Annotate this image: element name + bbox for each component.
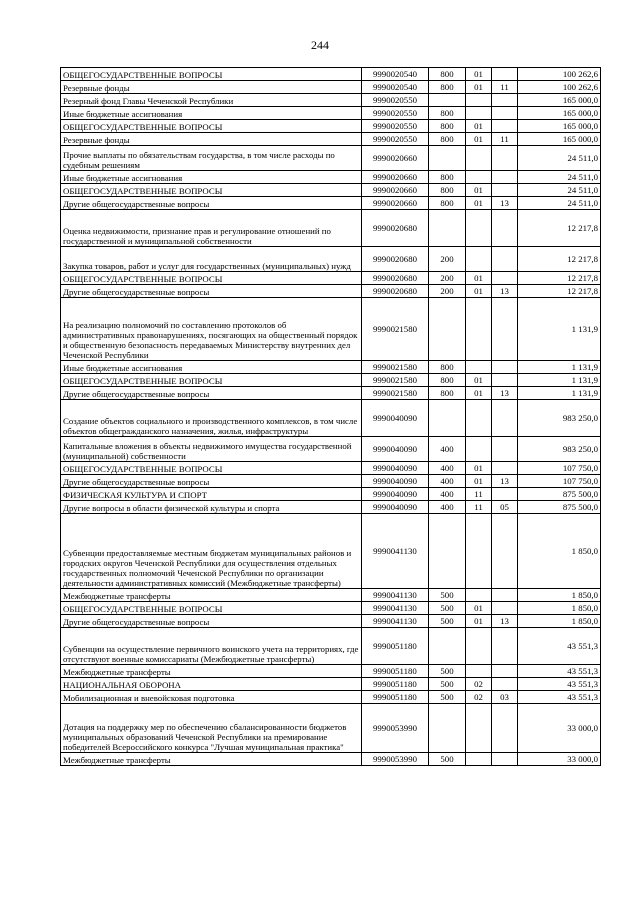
table-row	[61, 387, 601, 400]
cell-pr: 13	[492, 285, 518, 298]
cell-sum: 43 551,3	[518, 665, 601, 678]
table-row	[61, 514, 601, 589]
cell-sum: 24 511,0	[518, 184, 601, 197]
table-row	[61, 589, 601, 602]
cell-rz: 01	[466, 475, 492, 488]
cell-csr: 9990020540	[362, 81, 429, 94]
cell-pr	[492, 488, 518, 501]
cell-rz	[466, 628, 492, 665]
cell-vr: 800	[429, 68, 466, 81]
cell-csr: 9990020540	[362, 68, 429, 81]
cell-rz: 01	[466, 197, 492, 210]
table-row	[61, 475, 601, 488]
cell-vr: 800	[429, 120, 466, 133]
table-row	[61, 691, 601, 704]
cell-vr: 800	[429, 81, 466, 94]
cell-sum: 1 131,9	[518, 387, 601, 400]
cell-csr: 9990051180	[362, 691, 429, 704]
cell-name: ФИЗИЧЕСКАЯ КУЛЬТУРА И СПОРТ	[61, 488, 362, 501]
cell-rz	[466, 400, 492, 437]
cell-pr	[492, 146, 518, 171]
cell-sum: 100 262,6	[518, 81, 601, 94]
cell-pr	[492, 247, 518, 272]
table-row	[61, 272, 601, 285]
cell-vr	[429, 210, 466, 247]
cell-rz: 11	[466, 501, 492, 514]
cell-csr: 9990020550	[362, 120, 429, 133]
cell-name: Другие общегосударственные вопросы	[61, 615, 362, 628]
cell-rz	[466, 107, 492, 120]
cell-sum: 12 217,8	[518, 285, 601, 298]
cell-csr: 9990021580	[362, 387, 429, 400]
cell-vr: 400	[429, 488, 466, 501]
table-row	[61, 247, 601, 272]
cell-rz: 01	[466, 133, 492, 146]
cell-sum: 43 551,3	[518, 628, 601, 665]
cell-name: Другие общегосударственные вопросы	[61, 387, 362, 400]
cell-vr	[429, 94, 466, 107]
page-number: 244	[311, 38, 329, 52]
table-row	[61, 298, 601, 361]
table-row	[61, 120, 601, 133]
cell-csr: 9990020550	[362, 133, 429, 146]
cell-sum: 165 000,0	[518, 133, 601, 146]
cell-vr: 800	[429, 133, 466, 146]
table-row	[61, 628, 601, 665]
cell-sum: 983 250,0	[518, 437, 601, 462]
cell-rz	[466, 171, 492, 184]
cell-csr: 9990040090	[362, 488, 429, 501]
table-row	[61, 171, 601, 184]
cell-csr: 9990041130	[362, 615, 429, 628]
cell-csr: 9990040090	[362, 400, 429, 437]
table-row	[61, 753, 601, 766]
cell-rz: 01	[466, 285, 492, 298]
cell-sum: 165 000,0	[518, 94, 601, 107]
cell-rz	[466, 94, 492, 107]
table-row	[61, 361, 601, 374]
table-row	[61, 94, 601, 107]
table-row	[61, 437, 601, 462]
cell-sum: 43 551,3	[518, 678, 601, 691]
cell-sum: 24 511,0	[518, 171, 601, 184]
cell-pr	[492, 272, 518, 285]
cell-csr: 9990041130	[362, 514, 429, 589]
cell-vr: 800	[429, 361, 466, 374]
cell-sum: 875 500,0	[518, 488, 601, 501]
cell-sum: 165 000,0	[518, 107, 601, 120]
cell-pr	[492, 462, 518, 475]
cell-pr: 13	[492, 387, 518, 400]
table-row	[61, 374, 601, 387]
cell-rz: 01	[466, 68, 492, 81]
table-row	[61, 146, 601, 171]
cell-name: НАЦИОНАЛЬНАЯ ОБОРОНА	[61, 678, 362, 691]
cell-vr: 500	[429, 602, 466, 615]
cell-pr	[492, 628, 518, 665]
cell-vr: 400	[429, 437, 466, 462]
cell-pr: 03	[492, 691, 518, 704]
cell-rz	[466, 589, 492, 602]
cell-name: Субвенции предоставляемые местным бюджетам муниципальных районов и городских округов Чеченской Республики для осуществления отдельных государственных полномочий Чеченской Республики по организации деятельности административных комиссий (Межбюджетные трансферты)	[61, 514, 362, 589]
cell-vr: 400	[429, 475, 466, 488]
cell-name: Другие общегосударственные вопросы	[61, 285, 362, 298]
cell-vr: 200	[429, 247, 466, 272]
cell-vr: 800	[429, 107, 466, 120]
cell-name: Субвенции на осуществление первичного воинского учета на территориях, где отсутствуют военные комиссариаты (Межбюджетные трансферты)	[61, 628, 362, 665]
cell-name: ОБЩЕГОСУДАРСТВЕННЫЕ ВОПРОСЫ	[61, 68, 362, 81]
cell-sum: 1 850,0	[518, 602, 601, 615]
cell-sum: 875 500,0	[518, 501, 601, 514]
cell-vr: 500	[429, 589, 466, 602]
table-row	[61, 501, 601, 514]
cell-sum: 1 850,0	[518, 615, 601, 628]
cell-csr: 9990021580	[362, 374, 429, 387]
cell-rz: 01	[466, 81, 492, 94]
cell-name: ОБЩЕГОСУДАРСТВЕННЫЕ ВОПРОСЫ	[61, 602, 362, 615]
cell-name: ОБЩЕГОСУДАРСТВЕННЫЕ ВОПРОСЫ	[61, 462, 362, 475]
cell-csr: 9990051180	[362, 665, 429, 678]
cell-pr: 11	[492, 133, 518, 146]
cell-pr: 13	[492, 615, 518, 628]
table-row	[61, 107, 601, 120]
cell-vr: 800	[429, 374, 466, 387]
cell-vr: 500	[429, 753, 466, 766]
table-row	[61, 210, 601, 247]
cell-pr	[492, 298, 518, 361]
table-row	[61, 68, 601, 81]
cell-vr: 400	[429, 501, 466, 514]
table-row	[61, 615, 601, 628]
cell-vr: 500	[429, 678, 466, 691]
cell-rz: 01	[466, 602, 492, 615]
cell-pr: 13	[492, 475, 518, 488]
cell-vr: 800	[429, 197, 466, 210]
cell-name: Межбюджетные трансферты	[61, 589, 362, 602]
cell-name: Создание объектов социального и производственного комплексов, в том числе объектов общегражданского назначения, жилья, инфраструктуры	[61, 400, 362, 437]
cell-sum: 100 262,6	[518, 68, 601, 81]
budget-table	[60, 67, 601, 766]
cell-sum: 24 511,0	[518, 197, 601, 210]
cell-pr	[492, 184, 518, 197]
cell-csr: 9990041130	[362, 589, 429, 602]
table-row	[61, 665, 601, 678]
table-row	[61, 400, 601, 437]
cell-csr: 9990051180	[362, 678, 429, 691]
cell-sum: 1 131,9	[518, 298, 601, 361]
table-row	[61, 285, 601, 298]
cell-rz: 01	[466, 272, 492, 285]
cell-csr: 9990040090	[362, 437, 429, 462]
cell-csr: 9990051180	[362, 628, 429, 665]
cell-csr: 9990020680	[362, 285, 429, 298]
cell-pr	[492, 68, 518, 81]
cell-name: На реализацию полномочий по составлению протоколов об административных правонарушениях, посягающих на общественный порядок и общественную безопасность передаваемых Министерству внутренних дел Чеченской Республики	[61, 298, 362, 361]
cell-rz: 01	[466, 462, 492, 475]
cell-name: Мобилизационная и вневойсковая подготовка	[61, 691, 362, 704]
table-row	[61, 488, 601, 501]
table-row	[61, 81, 601, 94]
cell-pr	[492, 589, 518, 602]
cell-name: Иные бюджетные ассигнования	[61, 361, 362, 374]
cell-rz	[466, 361, 492, 374]
cell-name: Прочие выплаты по обязательствам государства, в том числе расходы по судебным решениям	[61, 146, 362, 171]
cell-vr	[429, 400, 466, 437]
cell-vr	[429, 146, 466, 171]
cell-pr	[492, 678, 518, 691]
cell-pr	[492, 94, 518, 107]
cell-sum: 107 750,0	[518, 475, 601, 488]
cell-sum: 1 131,9	[518, 361, 601, 374]
cell-pr	[492, 514, 518, 589]
cell-pr	[492, 400, 518, 437]
cell-name: Резервные фонды	[61, 81, 362, 94]
cell-csr: 9990020660	[362, 197, 429, 210]
cell-vr: 200	[429, 285, 466, 298]
cell-name: Другие общегосударственные вопросы	[61, 475, 362, 488]
cell-vr: 200	[429, 272, 466, 285]
cell-name: Другие общегосударственные вопросы	[61, 197, 362, 210]
cell-name: Межбюджетные трансферты	[61, 753, 362, 766]
cell-csr: 9990040090	[362, 462, 429, 475]
cell-pr: 11	[492, 81, 518, 94]
cell-name: Резервные фонды	[61, 133, 362, 146]
cell-csr: 9990020680	[362, 247, 429, 272]
cell-name: Закупка товаров, работ и услуг для государственных (муниципальных) нужд	[61, 247, 362, 272]
cell-pr	[492, 665, 518, 678]
cell-sum: 33 000,0	[518, 753, 601, 766]
cell-rz	[466, 437, 492, 462]
cell-pr	[492, 107, 518, 120]
cell-sum: 33 000,0	[518, 704, 601, 753]
cell-sum: 1 850,0	[518, 514, 601, 589]
cell-csr: 9990040090	[362, 501, 429, 514]
cell-name: ОБЩЕГОСУДАРСТВЕННЫЕ ВОПРОСЫ	[61, 374, 362, 387]
cell-sum: 12 217,8	[518, 272, 601, 285]
cell-pr	[492, 437, 518, 462]
cell-rz: 11	[466, 488, 492, 501]
cell-csr: 9990041130	[362, 602, 429, 615]
cell-vr: 400	[429, 462, 466, 475]
cell-name: Оценка недвижимости, признание прав и регулирование отношений по государственной и муниципальной собственности	[61, 210, 362, 247]
cell-rz: 01	[466, 184, 492, 197]
cell-csr: 9990020660	[362, 184, 429, 197]
cell-name: Межбюджетные трансферты	[61, 665, 362, 678]
cell-sum: 165 000,0	[518, 120, 601, 133]
cell-rz	[466, 210, 492, 247]
cell-pr	[492, 753, 518, 766]
cell-csr: 9990020660	[362, 171, 429, 184]
cell-sum: 983 250,0	[518, 400, 601, 437]
cell-name: Другие вопросы в области физической культуры и спорта	[61, 501, 362, 514]
cell-pr	[492, 361, 518, 374]
cell-pr	[492, 374, 518, 387]
cell-sum: 1 131,9	[518, 374, 601, 387]
cell-vr	[429, 628, 466, 665]
cell-rz: 01	[466, 374, 492, 387]
cell-vr: 500	[429, 665, 466, 678]
cell-rz	[466, 514, 492, 589]
cell-name: Иные бюджетные ассигнования	[61, 171, 362, 184]
cell-vr: 500	[429, 691, 466, 704]
cell-csr: 9990021580	[362, 361, 429, 374]
cell-sum: 12 217,8	[518, 210, 601, 247]
cell-pr	[492, 171, 518, 184]
table-row	[61, 184, 601, 197]
cell-name: ОБЩЕГОСУДАРСТВЕННЫЕ ВОПРОСЫ	[61, 120, 362, 133]
cell-rz	[466, 298, 492, 361]
cell-pr	[492, 602, 518, 615]
table-row	[61, 133, 601, 146]
table-row	[61, 678, 601, 691]
cell-pr: 05	[492, 501, 518, 514]
cell-pr	[492, 210, 518, 247]
cell-rz	[466, 665, 492, 678]
cell-rz: 01	[466, 120, 492, 133]
cell-rz	[466, 704, 492, 753]
cell-csr: 9990053990	[362, 753, 429, 766]
cell-rz: 02	[466, 691, 492, 704]
cell-name: ОБЩЕГОСУДАРСТВЕННЫЕ ВОПРОСЫ	[61, 184, 362, 197]
cell-name: ОБЩЕГОСУДАРСТВЕННЫЕ ВОПРОСЫ	[61, 272, 362, 285]
cell-csr: 9990040090	[362, 475, 429, 488]
cell-sum: 107 750,0	[518, 462, 601, 475]
cell-sum: 12 217,8	[518, 247, 601, 272]
cell-csr: 9990020680	[362, 272, 429, 285]
table-row	[61, 197, 601, 210]
table-row	[61, 704, 601, 753]
cell-rz	[466, 247, 492, 272]
cell-vr: 800	[429, 387, 466, 400]
cell-name: Иные бюджетные ассигнования	[61, 107, 362, 120]
cell-name: Резерный фонд Главы Чеченской Республики	[61, 94, 362, 107]
cell-rz	[466, 753, 492, 766]
cell-pr	[492, 120, 518, 133]
cell-vr: 500	[429, 615, 466, 628]
cell-rz	[466, 146, 492, 171]
cell-vr: 800	[429, 171, 466, 184]
cell-vr: 800	[429, 184, 466, 197]
cell-rz: 01	[466, 615, 492, 628]
cell-csr: 9990020550	[362, 94, 429, 107]
cell-vr	[429, 704, 466, 753]
cell-name: Дотация на поддержку мер по обеспечению сбалансированности бюджетов муниципальных образований Чеченской Республики на премирование победителей Всероссийского конкурса "Лучшая муниципальная практика"	[61, 704, 362, 753]
cell-vr	[429, 514, 466, 589]
cell-pr: 13	[492, 197, 518, 210]
cell-vr	[429, 298, 466, 361]
cell-csr: 9990020680	[362, 210, 429, 247]
cell-csr: 9990053990	[362, 704, 429, 753]
table-row	[61, 602, 601, 615]
cell-csr: 9990020660	[362, 146, 429, 171]
cell-sum: 43 551,3	[518, 691, 601, 704]
cell-sum: 1 850,0	[518, 589, 601, 602]
cell-pr	[492, 704, 518, 753]
cell-name: Капитальные вложения в объекты недвижимого имущества государственной (муниципальной) собственности	[61, 437, 362, 462]
cell-sum: 24 511,0	[518, 146, 601, 171]
cell-csr: 9990020550	[362, 107, 429, 120]
table-row	[61, 462, 601, 475]
cell-csr: 9990021580	[362, 298, 429, 361]
cell-rz: 02	[466, 678, 492, 691]
cell-rz: 01	[466, 387, 492, 400]
